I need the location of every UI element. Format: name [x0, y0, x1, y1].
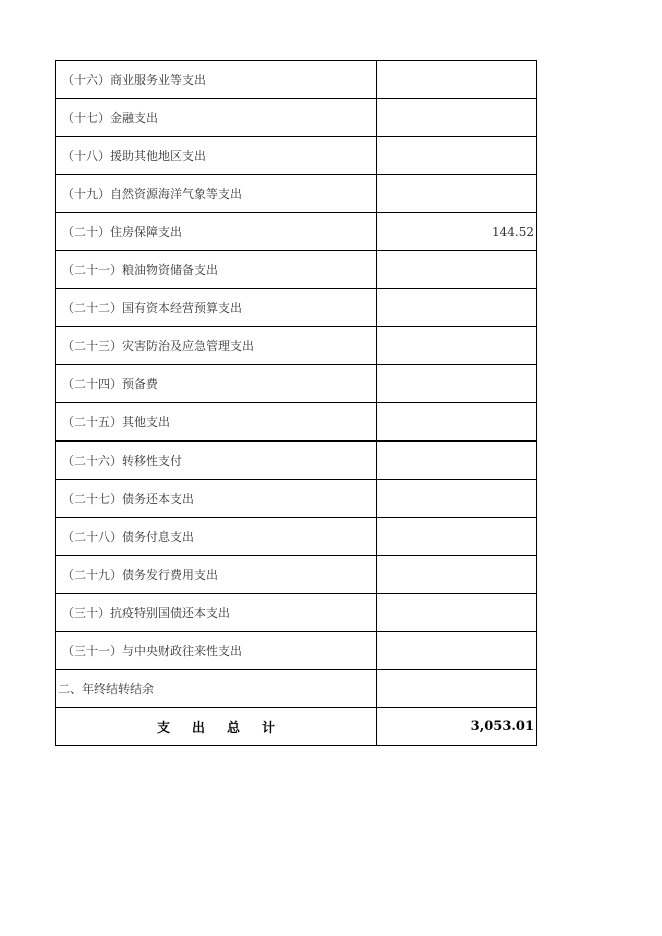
- row-value: [377, 137, 537, 175]
- table-row: [56, 518, 537, 556]
- row-label: （三十）抗疫特别国债还本支出: [56, 594, 377, 632]
- total-label-char: 出: [191, 721, 205, 736]
- row-label: （二十四）预备费: [56, 365, 377, 403]
- row-value: [377, 175, 537, 213]
- row-label: （十九）自然资源海洋气象等支出: [56, 175, 377, 213]
- table-row: [56, 480, 537, 518]
- row-label: （二十七）债务还本支出: [56, 480, 377, 518]
- table-row: [56, 251, 537, 289]
- expenditure-table: [55, 60, 537, 746]
- table-row: [56, 594, 537, 632]
- row-label: （十八）援助其他地区支出: [56, 137, 377, 175]
- row-value: [377, 289, 537, 327]
- table-row: [56, 327, 537, 365]
- row-value: [377, 327, 537, 365]
- row-label: （二十八）债务付息支出: [56, 518, 377, 556]
- table-row: [56, 365, 537, 403]
- row-value: [377, 594, 537, 632]
- row-value: 144.52: [377, 213, 537, 251]
- row-value: [377, 61, 537, 99]
- row-value: [377, 518, 537, 556]
- total-label-char: 计: [262, 721, 276, 736]
- table-row: [56, 632, 537, 670]
- row-label: （二十三）灾害防治及应急管理支出: [56, 327, 377, 365]
- row-label: （十六）商业服务业等支出: [56, 61, 377, 99]
- row-label: （二十）住房保障支出: [56, 213, 377, 251]
- row-value: [377, 480, 537, 518]
- row-value: [377, 632, 537, 670]
- table-row: [56, 175, 537, 213]
- row-value: [377, 403, 537, 442]
- table-row: [56, 99, 537, 137]
- table-row: [56, 61, 537, 99]
- row-value: [377, 365, 537, 403]
- row-value: [377, 99, 537, 137]
- row-label: （二十九）债务发行费用支出: [56, 556, 377, 594]
- row-value: [377, 441, 537, 480]
- row-label: （二十一）粮油物资储备支出: [56, 251, 377, 289]
- row-label: （十七）金融支出: [56, 99, 377, 137]
- table-row: [56, 403, 537, 442]
- row-label: （三十一）与中央财政往来性支出: [56, 632, 377, 670]
- table-row: [56, 289, 537, 327]
- row-label: （二十五）其他支出: [56, 403, 377, 442]
- table-row: [56, 213, 537, 251]
- table-row: [56, 670, 537, 708]
- table-row: [56, 137, 537, 175]
- table-row: [56, 441, 537, 480]
- row-value: [377, 670, 537, 708]
- row-label: （二十二）国有资本经营预算支出: [56, 289, 377, 327]
- total-label: [56, 708, 377, 746]
- row-value: [377, 251, 537, 289]
- row-value: [377, 556, 537, 594]
- total-value: 3,053.01: [377, 708, 537, 746]
- table-row: [56, 556, 537, 594]
- row-label: 二、年终结转结余: [56, 670, 377, 708]
- row-label: （二十六）转移性支付: [56, 441, 377, 480]
- total-label-char: 总: [227, 721, 241, 736]
- total-row: [56, 708, 537, 746]
- total-label-char: 支: [156, 721, 170, 736]
